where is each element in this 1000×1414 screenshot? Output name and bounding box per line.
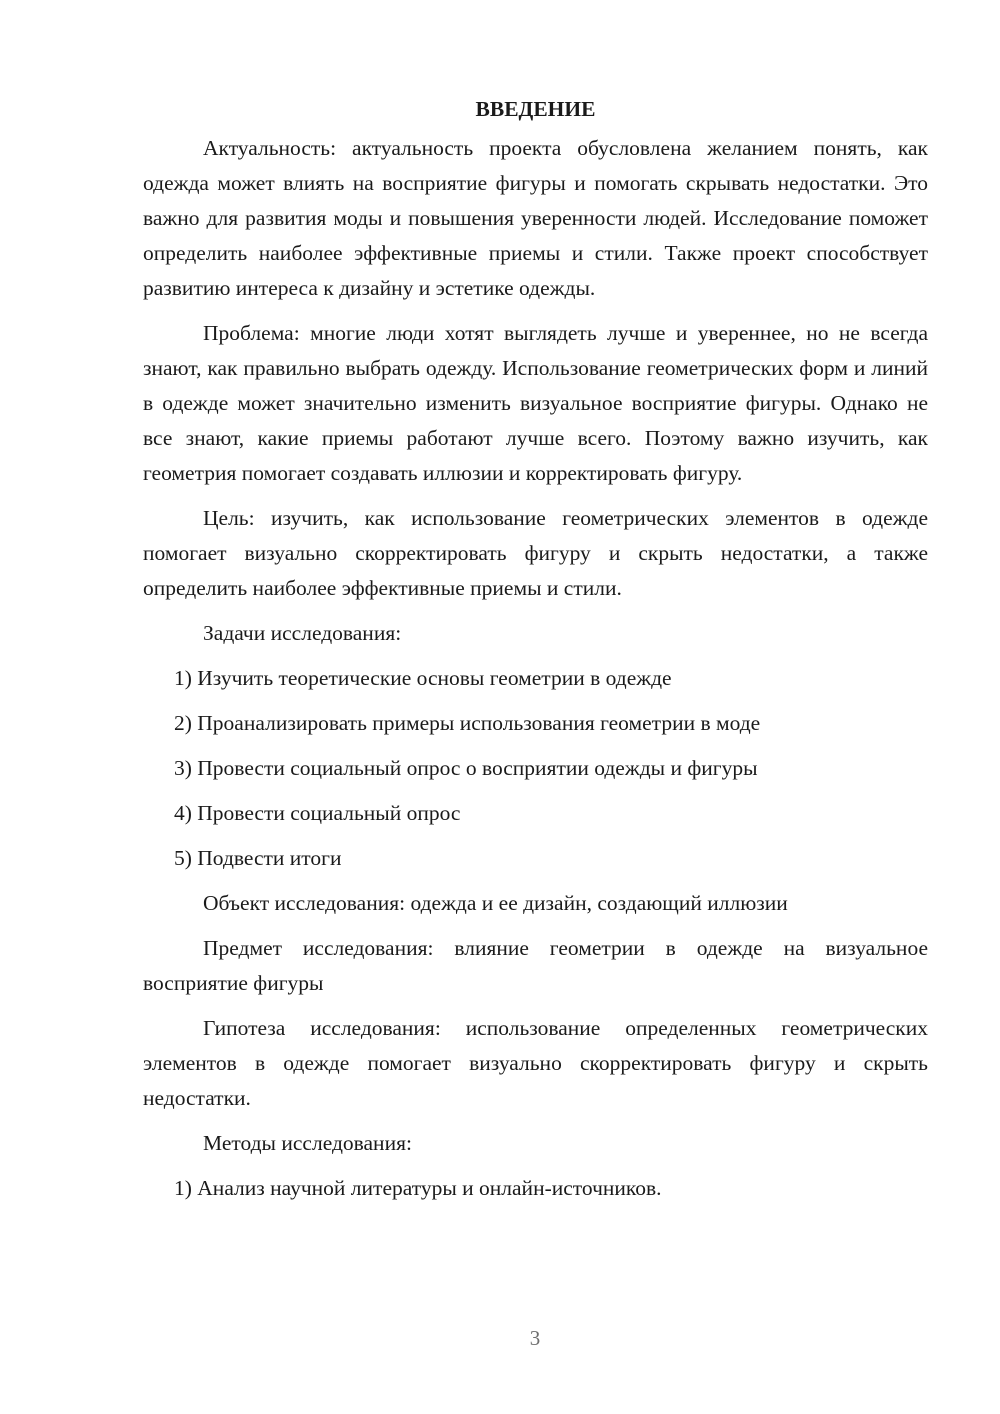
tasks-heading: Задачи исследования: xyxy=(203,621,402,645)
object-paragraph: Объект исследования: одежда и ее дизайн, создающий иллюзии xyxy=(203,891,788,915)
method-item-1: 1) Анализ научной литературы и онлайн-источников. xyxy=(174,1176,662,1200)
problem-paragraph: Проблема: многие люди хотят выглядеть лучше и увереннее, но не всегда знают, как правильно выбрать одежду. Использование геометрических форм и линий в одежде может значительно изменить визуальное восприятие фигуры. Однако не все знают, какие приемы работают лучше всего. Поэтому важно изучить, как геометрия помогает создавать иллюзии и корректировать фигуру. xyxy=(143,321,928,485)
task-item-3: 3) Провести социальный опрос о восприятии одежды и фигуры xyxy=(174,756,758,780)
page-content xyxy=(143,92,928,1216)
task-item-2: 2) Проанализировать примеры использования геометрии в моде xyxy=(174,711,761,735)
task-item-1: 1) Изучить теоретические основы геометрии в одежде xyxy=(174,666,672,690)
task-item-4: 4) Провести социальный опрос xyxy=(174,801,461,825)
relevance-paragraph: Актуальность: актуальность проекта обусловлена желанием понять, как одежда может влиять на восприятие фигуры и помогать скрывать недостатки. Это важно для развития моды и повышения уверенности людей. Исследование поможет определить наиболее эффективные приемы и стили. Также проект способствует развитию интереса к дизайну и эстетике одежды. xyxy=(143,136,928,300)
task-item-5: 5) Подвести итоги xyxy=(174,846,342,870)
page-number: 3 xyxy=(529,1326,541,1350)
hypothesis-paragraph: Гипотеза исследования: использование определенных геометрических элементов в одежде помогает визуально скорректировать фигуру и скрыть недостатки. xyxy=(143,1016,928,1110)
page-title: ВВЕДЕНИЕ xyxy=(475,97,596,121)
methods-heading: Методы исследования: xyxy=(203,1131,412,1155)
goal-paragraph: Цель: изучить, как использование геометрических элементов в одежде помогает визуально скорректировать фигуру и скрыть недостатки, а также определить наиболее эффективные приемы и стили. xyxy=(143,506,928,600)
subject-paragraph: Предмет исследования: влияние геометрии в одежде на визуальное восприятие фигуры xyxy=(143,936,928,995)
